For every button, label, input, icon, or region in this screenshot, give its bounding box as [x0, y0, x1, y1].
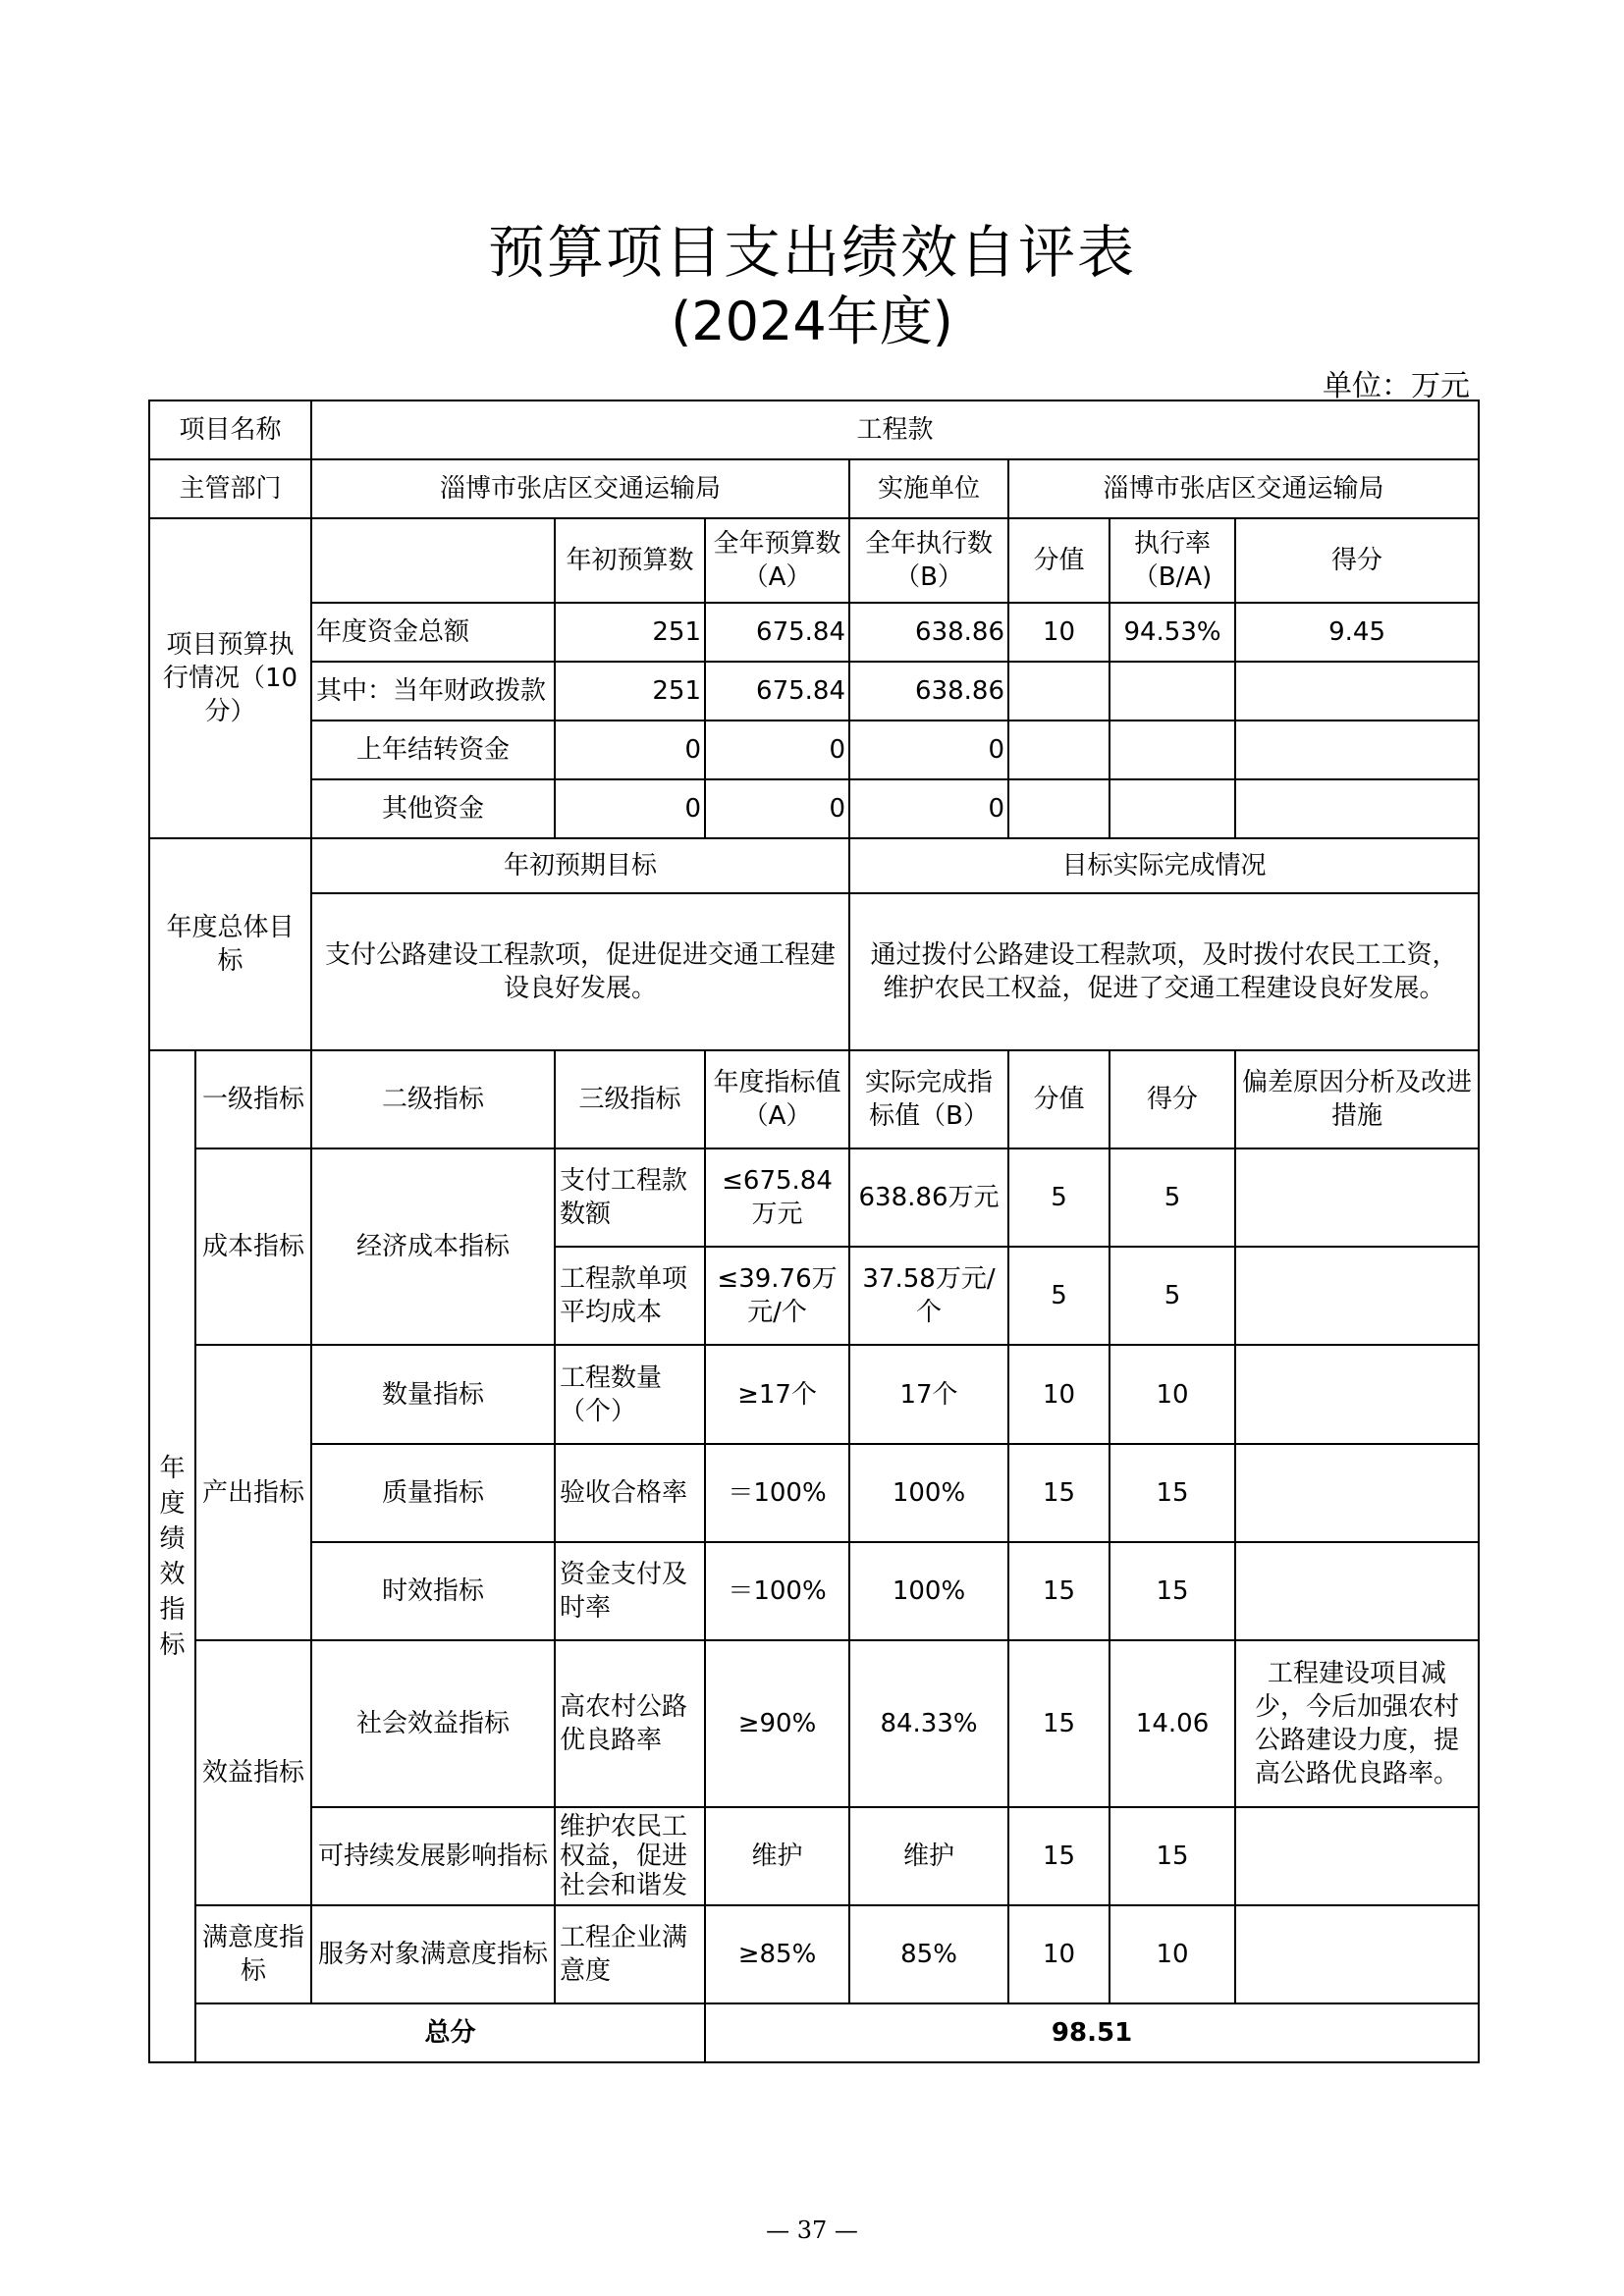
- indicator-level3: 资金支付及时率: [555, 1542, 705, 1640]
- budget-row-executed: 0: [849, 779, 1008, 838]
- budget-row-executed: 0: [849, 721, 1008, 779]
- budget-row-initial: 0: [555, 721, 705, 779]
- project-name-value: 工程款: [311, 400, 1479, 459]
- indicator-header-score-value: 分值: [1008, 1050, 1110, 1148]
- indicator-note: 工程建设项目减少，今后加强农村公路建设力度，提高公路优良路率。: [1235, 1640, 1479, 1807]
- budget-header-rate: 执行率（B/A): [1110, 518, 1235, 603]
- indicator-score: 5: [1110, 1148, 1235, 1247]
- page-number: — 37 —: [766, 2216, 858, 2244]
- budget-row-annual: 675.84: [705, 662, 849, 721]
- budget-row-rate: [1110, 721, 1235, 779]
- total-value: 98.51: [705, 2003, 1479, 2062]
- indicator-header-level3: 三级指标: [555, 1050, 705, 1148]
- budget-row-initial: 251: [555, 662, 705, 721]
- budget-row-rate: 94.53%: [1110, 603, 1235, 662]
- unit-label: 单位：万元: [1323, 369, 1470, 403]
- indicator-level2: 时效指标: [311, 1542, 555, 1640]
- indicator-score-value: 15: [1008, 1640, 1110, 1807]
- indicator-score-value: 5: [1008, 1148, 1110, 1247]
- indicator-score: 15: [1110, 1807, 1235, 1905]
- total-label: 总分: [195, 2003, 705, 2062]
- budget-row-score-value: [1008, 662, 1110, 721]
- indicator-score-value: 5: [1008, 1247, 1110, 1345]
- budget-row-annual: 0: [705, 721, 849, 779]
- indicator-level2: 质量指标: [311, 1444, 555, 1542]
- indicator-actual: 37.58万元/个: [849, 1247, 1008, 1345]
- indicator-note: [1235, 1905, 1479, 2003]
- dept-label: 主管部门: [149, 459, 311, 518]
- indicator-level3: 工程款单项平均成本: [555, 1247, 705, 1345]
- goals-actual-header: 目标实际完成情况: [849, 838, 1479, 893]
- indicator-score: 5: [1110, 1247, 1235, 1345]
- indicator-score-value: 10: [1008, 1345, 1110, 1444]
- indicator-level3: 工程企业满意度: [555, 1905, 705, 2003]
- budget-row-executed: 638.86: [849, 662, 1008, 721]
- indicator-score: 15: [1110, 1542, 1235, 1640]
- indicator-level1: 成本指标: [195, 1148, 311, 1345]
- budget-header-score: 得分: [1235, 518, 1479, 603]
- indicator-level2: 服务对象满意度指标: [311, 1905, 555, 2003]
- page-title: 预算项目支出绩效自评表: [487, 219, 1136, 286]
- indicator-actual: 100%: [849, 1444, 1008, 1542]
- budget-row-initial: 251: [555, 603, 705, 662]
- goals-expected-header: 年初预期目标: [311, 838, 849, 893]
- budget-row-label: 上年结转资金: [311, 721, 555, 779]
- indicator-note: [1235, 1444, 1479, 1542]
- indicator-level1: 产出指标: [195, 1345, 311, 1640]
- indicator-score: 10: [1110, 1345, 1235, 1444]
- indicator-note: [1235, 1542, 1479, 1640]
- budget-row-score-value: 10: [1008, 603, 1110, 662]
- budget-row-score-value: [1008, 721, 1110, 779]
- budget-row-initial: 0: [555, 779, 705, 838]
- budget-header-blank: [311, 518, 555, 603]
- indicator-actual: 85%: [849, 1905, 1008, 2003]
- indicator-target: ≥85%: [705, 1905, 849, 2003]
- indicator-target: ≥90%: [705, 1640, 849, 1807]
- budget-header-annual: 全年预算数（A）: [705, 518, 849, 603]
- indicator-header-note: 偏差原因分析及改进措施: [1235, 1050, 1479, 1148]
- indicator-score-value: 15: [1008, 1444, 1110, 1542]
- page-subtitle: (2024年度): [671, 291, 953, 352]
- indicator-level2: 社会效益指标: [311, 1640, 555, 1807]
- budget-row-score-value: [1008, 779, 1110, 838]
- budget-row-label: 其中：当年财政拨款: [311, 662, 555, 721]
- indicator-actual: 100%: [849, 1542, 1008, 1640]
- indicator-target: ≤675.84万元: [705, 1148, 849, 1247]
- indicator-level3: 验收合格率: [555, 1444, 705, 1542]
- indicator-level1: 满意度指标: [195, 1905, 311, 2003]
- indicator-target: ≤39.76万元/个: [705, 1247, 849, 1345]
- indicator-header-target: 年度指标值（A）: [705, 1050, 849, 1148]
- budget-row-annual: 675.84: [705, 603, 849, 662]
- impl-unit-value: 淄博市张店区交通运输局: [1008, 459, 1479, 518]
- indicator-level3: 维护农民工权益，促进社会和谐发: [555, 1807, 705, 1905]
- indicator-level3: 高农村公路优良路率: [555, 1640, 705, 1807]
- goals-actual-text: 通过拨付公路建设工程款项，及时拨付农民工工资，维护农民工权益，促进了交通工程建设良好发展。: [849, 893, 1479, 1050]
- indicator-level2: 数量指标: [311, 1345, 555, 1444]
- budget-header-initial: 年初预算数: [555, 518, 705, 603]
- goals-expected-text: 支付公路建设工程款项，促进促进交通工程建设良好发展。: [311, 893, 849, 1050]
- budget-header-executed: 全年执行数（B）: [849, 518, 1008, 603]
- budget-row-score: [1235, 779, 1479, 838]
- indicator-actual: 84.33%: [849, 1640, 1008, 1807]
- budget-row-rate: [1110, 662, 1235, 721]
- indicator-score-value: 15: [1008, 1542, 1110, 1640]
- indicator-note: [1235, 1148, 1479, 1247]
- dept-value: 淄博市张店区交通运输局: [311, 459, 849, 518]
- indicator-score-value: 15: [1008, 1807, 1110, 1905]
- indicator-score: 14.06: [1110, 1640, 1235, 1807]
- budget-row-score: [1235, 662, 1479, 721]
- indicator-level2: 经济成本指标: [311, 1148, 555, 1345]
- budget-row-annual: 0: [705, 779, 849, 838]
- indicator-note: [1235, 1807, 1479, 1905]
- indicator-actual: 638.86万元: [849, 1148, 1008, 1247]
- indicator-target: ≥17个: [705, 1345, 849, 1444]
- budget-row-label: 其他资金: [311, 779, 555, 838]
- budget-header-score-value: 分值: [1008, 518, 1110, 603]
- goals-section-label: 年度总体目标: [149, 838, 311, 1050]
- indicator-target: 维护: [705, 1807, 849, 1905]
- indicator-level2: 可持续发展影响指标: [311, 1807, 555, 1905]
- budget-row-rate: [1110, 779, 1235, 838]
- indicator-score-value: 10: [1008, 1905, 1110, 2003]
- budget-row-score: [1235, 721, 1479, 779]
- indicator-header-actual: 实际完成指标值（B）: [849, 1050, 1008, 1148]
- impl-unit-label: 实施单位: [849, 459, 1008, 518]
- indicator-note: [1235, 1247, 1479, 1345]
- budget-row-executed: 638.86: [849, 603, 1008, 662]
- budget-row-label: 年度资金总额: [311, 603, 555, 662]
- project-name-label: 项目名称: [149, 400, 311, 459]
- indicator-score: 15: [1110, 1444, 1235, 1542]
- indicator-header-level2: 二级指标: [311, 1050, 555, 1148]
- indicator-score: 10: [1110, 1905, 1235, 2003]
- indicator-note: [1235, 1345, 1479, 1444]
- budget-section-label: 项目预算执行情况（10分）: [149, 518, 311, 838]
- indicator-actual: 维护: [849, 1807, 1008, 1905]
- budget-row-score: 9.45: [1235, 603, 1479, 662]
- indicator-actual: 17个: [849, 1345, 1008, 1444]
- indicator-level1: 效益指标: [195, 1640, 311, 1905]
- evaluation-table: [148, 400, 1480, 2063]
- indicator-target: ＝100%: [705, 1444, 849, 1542]
- indicator-header-score: 得分: [1110, 1050, 1235, 1148]
- indicator-level3: 工程数量（个）: [555, 1345, 705, 1444]
- indicators-section-label: 年度绩效指标: [149, 1050, 195, 2062]
- indicator-header-level1: 一级指标: [195, 1050, 311, 1148]
- indicator-target: ＝100%: [705, 1542, 849, 1640]
- indicator-level3: 支付工程款数额: [555, 1148, 705, 1247]
